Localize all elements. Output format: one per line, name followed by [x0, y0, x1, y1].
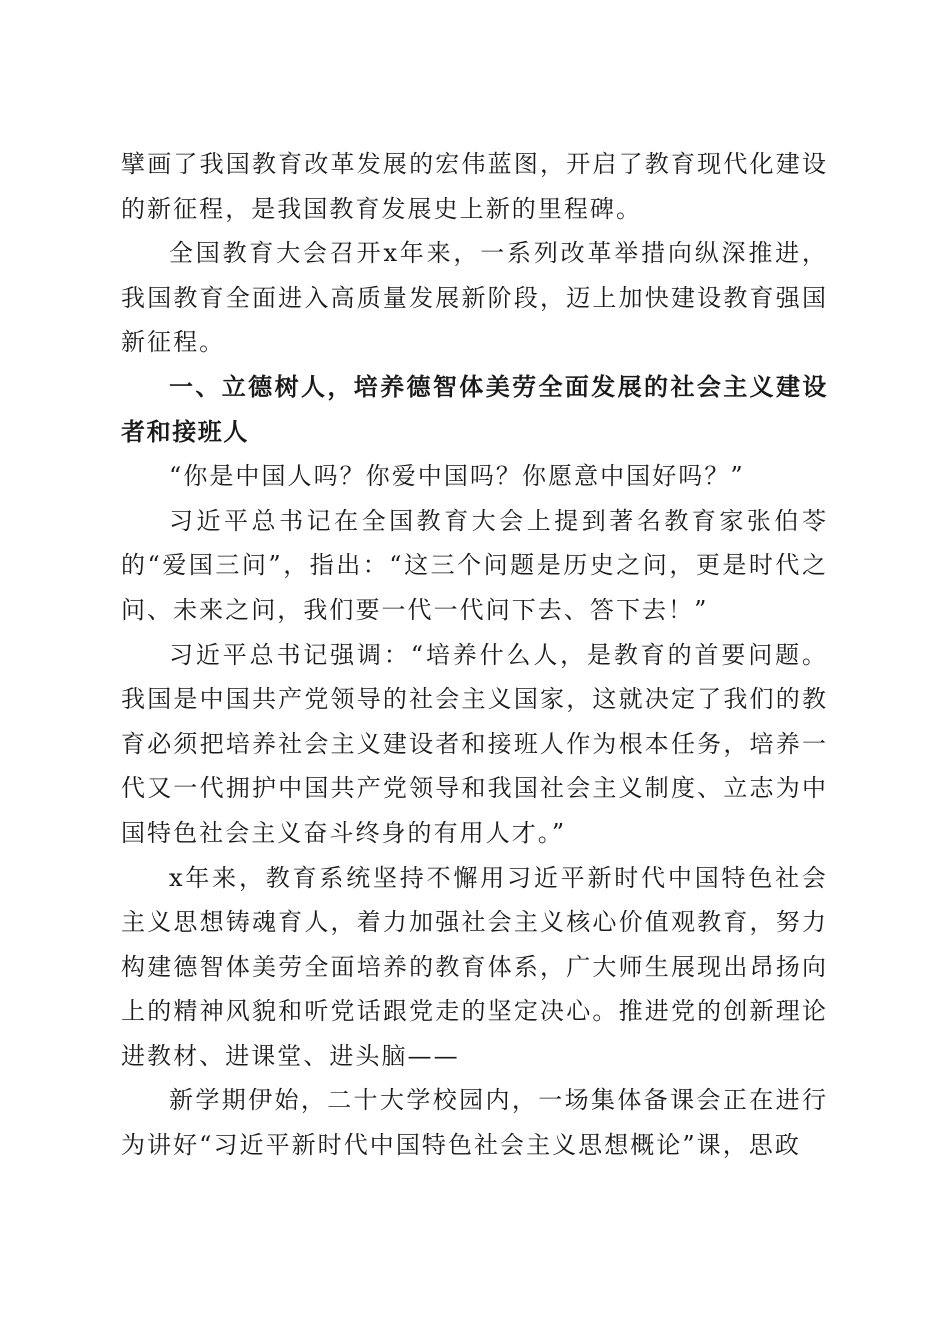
section-heading-1: 一、立德树人，培养德智体美劳全面发展的社会主义建设者和接班人 — [121, 372, 828, 446]
paragraph-continuation: 擘画了我国教育改革发展的宏伟蓝图，开启了教育现代化建设的新征程，是我国教育发展史上新的里程碑。 — [121, 150, 828, 223]
paragraph-primary-question: 习近平总书记强调：“培养什么人，是教育的首要问题。我国是中国共产党领导的社会主义国家，这就决定了我们的教育必须把培养社会主义建设者和接班人作为根本任务，培养一代又一代拥护中国共产党领导和我国社会主义制度、立志为中国特色社会主义奋斗终身的有用人才。” — [121, 640, 828, 847]
paragraph-education-conference: 全国教育大会召开x年来，一系列改革举措向纵深推进，我国教育全面进入高质量发展新阶段，迈上加快建设教育强国新征程。 — [121, 239, 828, 357]
paragraph-new-semester: 新学期伊始，二十大学校园内，一场集体备课会正在进行为讲好“习近平新时代中国特色社会主义思想概论”课，思政 — [121, 1086, 828, 1160]
paragraph-zhang-boling: 习近平总书记在全国教育大会上提到著名教育家张伯苓的“爱国三问”，指出：“这三个问题是历史之问，更是时代之问、未来之问，我们要一代一代问下去、答下去！” — [121, 506, 828, 624]
document-page — [121, 142, 828, 1168]
paragraph-education-system: x年来，教育系统坚持不懈用习近平新时代中国特色社会主义思想铸魂育人，着力加强社会主义核心价值观教育，努力构建德智体美劳全面培养的教育体系，广大师生展现出昂扬向上的精神风貌和听党话跟党走的坚定决心。推进党的创新理论进教材、进课堂、进头脑—— — [121, 863, 828, 1070]
paragraph-patriotic-questions: “你是中国人吗？你爱中国吗？你愿意中国好吗？” — [169, 462, 745, 491]
